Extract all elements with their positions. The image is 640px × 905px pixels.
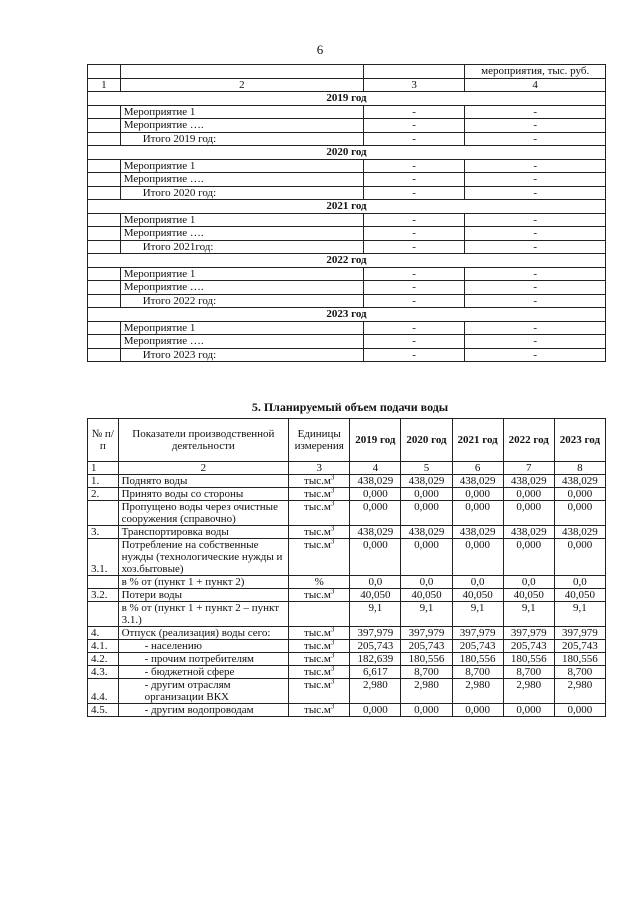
row-number: 3.2. (88, 589, 119, 602)
value-cell: 0,000 (554, 501, 605, 526)
unit-cell (289, 704, 350, 717)
value-cell: 182,639 (350, 653, 401, 666)
value-cell: - (465, 159, 606, 173)
value-cell: 40,050 (452, 589, 503, 602)
value-cell: 438,029 (401, 526, 452, 539)
unit-superscript: 3 (330, 524, 335, 533)
unit-superscript: 3 (330, 651, 335, 660)
column-header-cost: мероприятия, тыс. руб. (465, 65, 606, 79)
value-cell: 438,029 (503, 475, 554, 488)
unit-cell (289, 501, 350, 526)
value-cell: 397,979 (554, 627, 605, 640)
row-number-cell (88, 294, 121, 308)
year-label: 2021 год (88, 200, 606, 214)
table-row (88, 589, 606, 602)
activities-table (87, 64, 606, 362)
indicator-name: - бюджетной сфере (118, 666, 289, 679)
value-cell: 438,029 (350, 526, 401, 539)
table-row (88, 119, 606, 133)
header-year: 2020 год (401, 419, 452, 462)
row-number: 3. (88, 526, 119, 539)
unit-cell (289, 679, 350, 704)
activity-name: Итого 2021год: (120, 240, 363, 254)
value-cell: 0,000 (350, 501, 401, 526)
unit-superscript: 3 (330, 702, 335, 711)
year-label: 2020 год (88, 146, 606, 160)
value-cell: 438,029 (350, 475, 401, 488)
row-number: 4.5. (88, 704, 119, 717)
table-row (88, 627, 606, 640)
unit-text: тыс.м (304, 475, 331, 487)
activity-name: Итого 2022 год: (120, 294, 363, 308)
column-number-row: 1 2 3 4 (88, 78, 606, 92)
value-cell: 0,000 (452, 501, 503, 526)
activity-name: Мероприятие 1 (120, 267, 363, 281)
value-cell: 0,000 (350, 704, 401, 717)
row-number-cell (88, 321, 121, 335)
year-header-row (88, 92, 606, 106)
row-number: 4.1. (88, 640, 119, 653)
activity-name: Мероприятие 1 (120, 213, 363, 227)
value-cell: - (363, 105, 464, 119)
value-cell: - (363, 227, 464, 241)
header-year: 2019 год (350, 419, 401, 462)
indicator-name: - прочим потребителям (118, 653, 289, 666)
row-number (88, 576, 119, 589)
value-cell: 0,0 (452, 576, 503, 589)
year-label: 2022 год (88, 254, 606, 268)
value-cell: - (363, 335, 464, 349)
value-cell: 438,029 (503, 526, 554, 539)
indicator-name: Пропущено воды через очистные сооружения (справочно) (118, 501, 289, 526)
unit-text: тыс.м (304, 653, 331, 665)
unit-text: тыс.м (304, 666, 331, 678)
value-cell: - (363, 186, 464, 200)
row-number-cell (88, 186, 121, 200)
value-cell: 0,0 (401, 576, 452, 589)
value-cell: 8,700 (401, 666, 452, 679)
value-cell: 0,000 (503, 539, 554, 576)
header-year: 2022 год (503, 419, 554, 462)
row-number (88, 501, 119, 526)
value-cell: 9,1 (401, 602, 452, 627)
row-number-cell (88, 159, 121, 173)
row-number: 4. (88, 627, 119, 640)
activity-name: Итого 2023 год: (120, 348, 363, 362)
value-cell: 397,979 (452, 627, 503, 640)
row-number: 4.3. (88, 666, 119, 679)
value-cell: - (465, 294, 606, 308)
value-cell: 9,1 (554, 602, 605, 627)
unit-text: тыс.м (304, 679, 331, 691)
value-cell: - (465, 213, 606, 227)
value-cell: 0,000 (554, 704, 605, 717)
indicator-name: в % от (пункт 1 + пункт 2) (118, 576, 289, 589)
unit-text: тыс.м (304, 589, 331, 601)
page-number: 6 (316, 42, 324, 57)
unit-cell (289, 475, 350, 488)
unit-text: тыс.м (304, 501, 331, 513)
value-cell: 397,979 (350, 627, 401, 640)
indicator-name: в % от (пункт 1 + пункт 2 – пункт 3.1.) (118, 602, 289, 627)
value-cell: 8,700 (503, 666, 554, 679)
table-row (88, 159, 606, 173)
value-cell: - (465, 267, 606, 281)
value-cell: - (363, 267, 464, 281)
row-number: 4.4. (88, 679, 119, 704)
row-number-cell (88, 281, 121, 295)
activity-name: Итого 2019 год: (120, 132, 363, 146)
row-number-cell (88, 227, 121, 241)
activity-name: Мероприятие …. (120, 227, 363, 241)
unit-cell (289, 526, 350, 539)
value-cell: 180,556 (401, 653, 452, 666)
value-cell: 2,980 (554, 679, 605, 704)
value-cell: 205,743 (554, 640, 605, 653)
value-cell: - (465, 281, 606, 295)
value-cell: 205,743 (350, 640, 401, 653)
value-cell: 0,000 (503, 704, 554, 717)
unit-superscript: 3 (330, 664, 335, 673)
value-cell: 0,000 (503, 488, 554, 501)
value-cell: 8,700 (554, 666, 605, 679)
column-number-row: 1 2 3 4 5 6 7 8 (88, 462, 606, 475)
value-cell: 397,979 (503, 627, 554, 640)
year-header-row (88, 200, 606, 214)
year-header-row (88, 146, 606, 160)
table-row (88, 173, 606, 187)
value-cell: 40,050 (350, 589, 401, 602)
header-num: № п/п (88, 419, 119, 462)
value-cell: - (465, 119, 606, 133)
indicator-name: - другим водопроводам (118, 704, 289, 717)
table-row (88, 321, 606, 335)
activity-name: Мероприятие …. (120, 119, 363, 133)
header-year: 2021 год (452, 419, 503, 462)
value-cell: - (363, 240, 464, 254)
value-cell: 438,029 (452, 475, 503, 488)
unit-cell (289, 589, 350, 602)
row-number-cell (88, 240, 121, 254)
row-number-cell (88, 267, 121, 281)
table-row (88, 267, 606, 281)
value-cell: - (363, 348, 464, 362)
table-row (88, 105, 606, 119)
table-header-row (88, 419, 606, 462)
table-row (88, 666, 606, 679)
value-cell: - (363, 321, 464, 335)
year-header-row (88, 308, 606, 322)
unit-superscript: 3 (330, 638, 335, 647)
value-cell: - (363, 213, 464, 227)
value-cell: 0,000 (452, 488, 503, 501)
unit-cell (289, 539, 350, 576)
value-cell: 0,000 (452, 704, 503, 717)
table-row (88, 227, 606, 241)
activity-name: Мероприятие …. (120, 335, 363, 349)
total-row (88, 132, 606, 146)
value-cell: 438,029 (401, 475, 452, 488)
table-row (88, 213, 606, 227)
unit-superscript: 3 (330, 473, 335, 482)
water-supply-table (87, 418, 606, 717)
value-cell: - (465, 173, 606, 187)
row-number-cell (88, 213, 121, 227)
table-row (88, 475, 606, 488)
value-cell: 0,0 (350, 576, 401, 589)
activity-name: Мероприятие …. (120, 173, 363, 187)
value-cell: - (363, 159, 464, 173)
indicator-name: Потери воды (118, 589, 289, 602)
value-cell: 0,000 (554, 539, 605, 576)
unit-text: % (314, 576, 324, 588)
unit-text: тыс.м (304, 704, 331, 716)
value-cell: 0,000 (554, 488, 605, 501)
unit-text: тыс.м (304, 627, 331, 639)
value-cell: 2,980 (452, 679, 503, 704)
value-cell: 2,980 (503, 679, 554, 704)
value-cell: 9,1 (452, 602, 503, 627)
value-cell: - (363, 281, 464, 295)
value-cell: - (465, 321, 606, 335)
value-cell: 9,1 (350, 602, 401, 627)
value-cell: 180,556 (452, 653, 503, 666)
activity-name: Мероприятие 1 (120, 159, 363, 173)
value-cell: 205,743 (452, 640, 503, 653)
indicator-name: - населению (118, 640, 289, 653)
total-row (88, 240, 606, 254)
unit-cell (289, 576, 350, 589)
value-cell: - (363, 173, 464, 187)
unit-text: тыс.м (304, 526, 331, 538)
value-cell: - (363, 119, 464, 133)
indicator-name: Транспортировка воды (118, 526, 289, 539)
activity-name: Мероприятие …. (120, 281, 363, 295)
row-number-cell (88, 132, 121, 146)
unit-text: тыс.м (304, 488, 331, 500)
indicator-name: Поднято воды (118, 475, 289, 488)
value-cell: 6,617 (350, 666, 401, 679)
value-cell: 2,980 (350, 679, 401, 704)
total-row (88, 186, 606, 200)
row-number-cell (88, 119, 121, 133)
row-number: 2. (88, 488, 119, 501)
value-cell: - (465, 186, 606, 200)
year-label: 2019 год (88, 92, 606, 106)
value-cell: 0,000 (503, 501, 554, 526)
unit-superscript: 3 (330, 499, 335, 508)
value-cell: 0,000 (401, 488, 452, 501)
value-cell: 40,050 (401, 589, 452, 602)
value-cell: 180,556 (503, 653, 554, 666)
header-indicator: Показатели производственной деятельности (118, 419, 289, 462)
value-cell: 0,0 (503, 576, 554, 589)
table-row (88, 65, 606, 79)
value-cell: 2,980 (401, 679, 452, 704)
value-cell: - (465, 335, 606, 349)
unit-cell (289, 653, 350, 666)
table-row (88, 501, 606, 526)
table-row (88, 679, 606, 704)
unit-text: тыс.м (304, 539, 331, 551)
table-row (88, 576, 606, 589)
year-label: 2023 год (88, 308, 606, 322)
row-number-cell (88, 348, 121, 362)
total-row (88, 348, 606, 362)
value-cell: 438,029 (452, 526, 503, 539)
unit-superscript: 3 (330, 537, 335, 546)
value-cell: 205,743 (503, 640, 554, 653)
table-row (88, 335, 606, 349)
value-cell: - (465, 348, 606, 362)
total-row (88, 294, 606, 308)
activity-name: Мероприятие 1 (120, 321, 363, 335)
value-cell: 9,1 (503, 602, 554, 627)
unit-cell (289, 666, 350, 679)
table-row (88, 704, 606, 717)
value-cell: 0,000 (350, 539, 401, 576)
value-cell: - (465, 227, 606, 241)
table-row (88, 602, 606, 627)
activity-name: Мероприятие 1 (120, 105, 363, 119)
header-unit: Единицы измерения (289, 419, 350, 462)
value-cell: 0,000 (401, 539, 452, 576)
table-row (88, 653, 606, 666)
unit-cell (289, 627, 350, 640)
value-cell: 180,556 (554, 653, 605, 666)
value-cell: 0,000 (401, 501, 452, 526)
value-cell: 205,743 (401, 640, 452, 653)
value-cell: 40,050 (503, 589, 554, 602)
unit-superscript: 3 (330, 587, 335, 596)
row-number: 1. (88, 475, 119, 488)
value-cell: 0,000 (350, 488, 401, 501)
indicator-name: - другим отраслям организации ВКХ (118, 679, 289, 704)
value-cell: - (363, 294, 464, 308)
row-number (88, 602, 119, 627)
unit-cell (289, 488, 350, 501)
row-number-cell (88, 335, 121, 349)
value-cell: 0,0 (554, 576, 605, 589)
row-number-cell (88, 173, 121, 187)
value-cell: 8,700 (452, 666, 503, 679)
indicator-name: Отпуск (реализация) воды сего: (118, 627, 289, 640)
value-cell: - (465, 105, 606, 119)
value-cell: 438,029 (554, 526, 605, 539)
indicator-name: Принято воды со стороны (118, 488, 289, 501)
table-row (88, 281, 606, 295)
table-row (88, 488, 606, 501)
row-number: 3.1. (88, 539, 119, 576)
indicator-name: Потребление на собственные нужды (технологические нужды и хоз.бытовые) (118, 539, 289, 576)
value-cell: 438,029 (554, 475, 605, 488)
value-cell: - (465, 132, 606, 146)
activity-name: Итого 2020 год: (120, 186, 363, 200)
row-number-cell (88, 105, 121, 119)
unit-superscript: 3 (330, 486, 335, 495)
value-cell: 0,000 (401, 704, 452, 717)
unit-superscript: 3 (330, 677, 335, 686)
unit-superscript: 3 (330, 625, 335, 634)
unit-cell (289, 602, 350, 627)
value-cell: 40,050 (554, 589, 605, 602)
table-row (88, 640, 606, 653)
value-cell: 0,000 (452, 539, 503, 576)
table-row (88, 526, 606, 539)
header-year: 2023 год (554, 419, 605, 462)
table-row (88, 539, 606, 576)
year-header-row (88, 254, 606, 268)
section-title: 5. Планируемый объем подачи воды (251, 400, 449, 414)
row-number: 4.2. (88, 653, 119, 666)
unit-text: тыс.м (304, 640, 331, 652)
unit-cell (289, 640, 350, 653)
value-cell: - (363, 132, 464, 146)
value-cell: 397,979 (401, 627, 452, 640)
value-cell: - (465, 240, 606, 254)
